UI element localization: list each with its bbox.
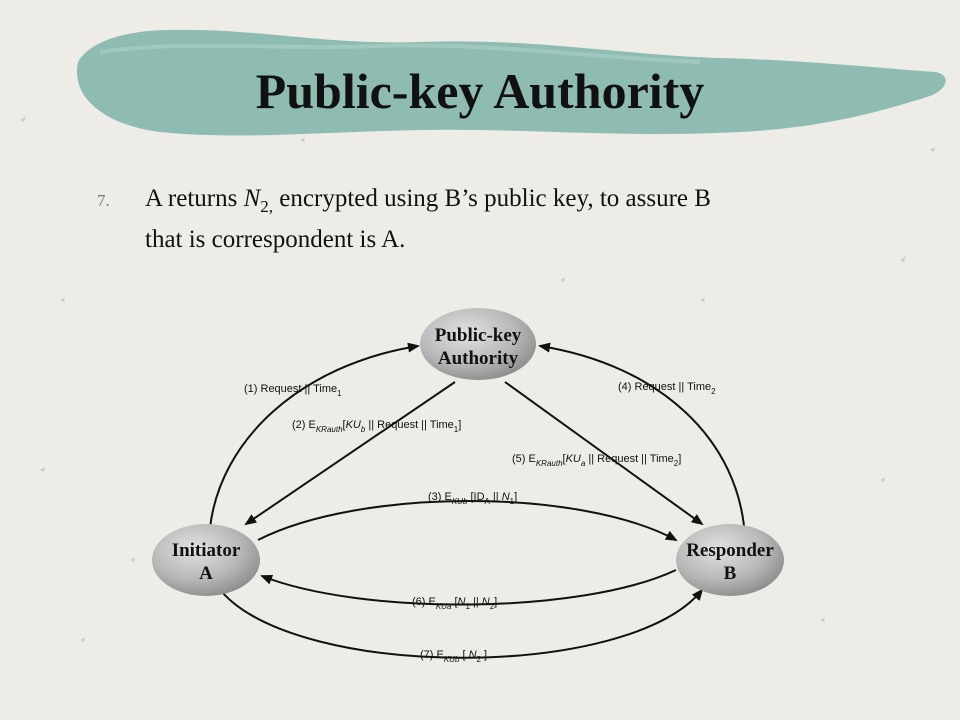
label-msg4: (4) Request || Time$_2$ (618, 381, 716, 396)
label-msg6: (6) $E_{KUa}$ [$N_1$ || $N_2$] (412, 596, 498, 611)
responder-label-line2: B (723, 563, 737, 584)
label-msg1: (1) Request || Time$_1$ (244, 383, 342, 398)
nonce-variable: N (243, 185, 261, 212)
label-msg5: (5) $E_{KRauth}[KU_a$ || Request || Time$_2$] (512, 453, 682, 468)
initiator-label-line1: Initiator (171, 540, 241, 561)
authority-node (420, 308, 536, 380)
responder-label-line1: Responder (686, 540, 774, 561)
slide-title: Public-key Authority (255, 63, 705, 119)
arrow-3 (258, 501, 676, 540)
bullet-number: 7. (97, 191, 110, 210)
bullet-text (145, 182, 885, 256)
authority-label-line1: Public-key (434, 325, 522, 346)
arrow-1 (210, 346, 418, 528)
protocol-diagram (150, 300, 790, 680)
bullet-line1-start: A returns (145, 185, 244, 212)
nonce-subscript: 2, (260, 197, 274, 216)
label-msg2: (2) $E_{KRauth}[KU_b$ || Request || Time$_1$] (292, 419, 462, 434)
initiator-node (152, 524, 260, 596)
label-msg3: (3) $E_{KUb}$ [$ID_A$ || $N_1$] (428, 491, 518, 506)
authority-label-line2: Authority (437, 348, 519, 369)
initiator-label-line2: A (199, 563, 213, 584)
bullet-line2: that is correspondent is A. (145, 226, 406, 253)
label-msg7: (7) $E_{KUb}$ [ $N_2$ ] (420, 649, 488, 664)
responder-node (676, 524, 784, 596)
bullet-line1-end: encrypted using B’s public key, to assure B (273, 185, 711, 212)
